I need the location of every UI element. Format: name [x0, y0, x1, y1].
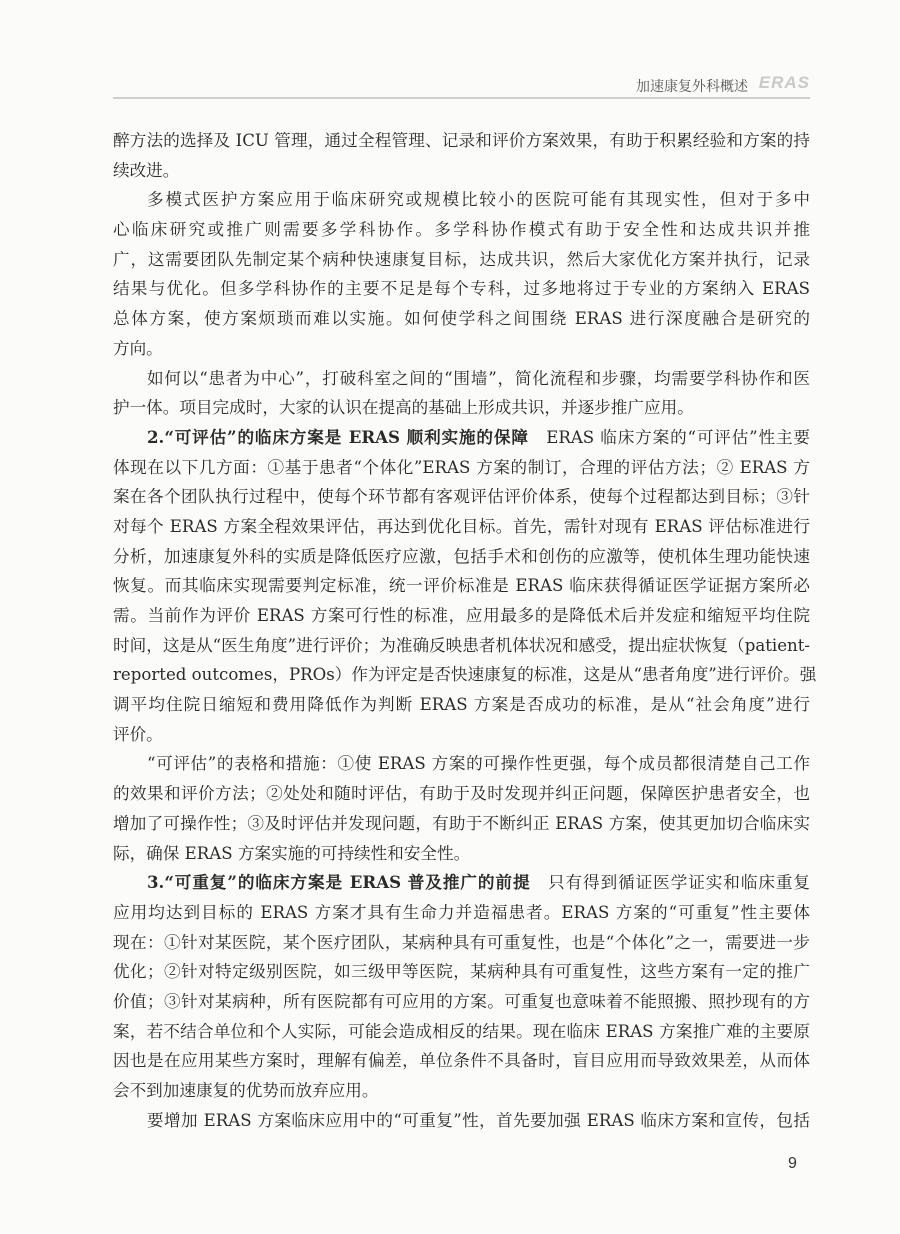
- text-line: [113, 690, 810, 720]
- text-line: [113, 126, 810, 156]
- text-line: [113, 809, 810, 839]
- line-text: 优化；②针对特定级别医院，如三级甲等医院，某病种具有可重复性，这些方案有一定的推广: [113, 962, 810, 982]
- text-line: [113, 898, 810, 928]
- text-line: [113, 957, 810, 987]
- line-text: 只有得到循证医学证实和临床重复: [530, 873, 810, 893]
- line-text: 对每个 ERAS 方案全程效果评估，再达到优化目标。首先，需针对现有 ERAS 评估标准进行: [113, 516, 810, 536]
- text-line: [113, 868, 810, 898]
- text-line: [113, 720, 810, 750]
- text-line: [113, 987, 810, 1017]
- text-line: [113, 660, 817, 690]
- text-line: [113, 304, 810, 334]
- text-line: [113, 364, 810, 394]
- text-line: [113, 1046, 810, 1076]
- line-text: 体现在以下几方面：①基于患者“个体化”ERAS 方案的制订，合理的评估方法；② ERAS 方: [113, 457, 810, 477]
- text-line: [113, 156, 810, 186]
- line-text: 心临床研究或推广则需要多学科协作。多学科协作模式有助于安全性和达成共识并推: [113, 220, 810, 240]
- line-text: 际，确保 ERAS 方案实施的可持续性和安全性。: [113, 843, 471, 863]
- line-text: ERAS 临床方案的“可评估”性主要: [528, 427, 810, 447]
- paragraph: [113, 1106, 810, 1136]
- text-line: [113, 453, 810, 483]
- line-text: 恢复。而其临床实现需要判定标准，统一评价标准是 ERAS 临床获得循证医学证据方案所必: [113, 576, 810, 596]
- paragraph: [113, 423, 817, 750]
- text-line: [113, 928, 810, 958]
- page-number: 9: [788, 1155, 797, 1172]
- line-text: 广，这需要团队先制定某个病种快速康复目标，达成共识，然后大家优化方案并执行，记录: [113, 249, 810, 269]
- text-line: [113, 749, 810, 779]
- text-line: [113, 1076, 810, 1106]
- line-text: 价值；③针对某病种，所有医院都有可应用的方案。可重复也意味着不能照搬、照抄现有的方: [113, 991, 810, 1011]
- text-line: [113, 512, 810, 542]
- line-text: 分析，加速康复外科的实质是降低医疗应激，包括手术和创伤的应激等，使机体生理功能快速: [113, 546, 810, 566]
- text-line: [113, 601, 810, 631]
- text-line: [113, 393, 810, 423]
- eras-logo: ERAS: [758, 73, 810, 92]
- section-heading: 2.“可评估”的临床方案是 ERAS 顺利实施的保障: [147, 426, 529, 447]
- line-text: 会不到加速康复的优势而放弃应用。: [113, 1081, 379, 1100]
- line-text: 应用均达到目标的 ERAS 方案才具有生命力并造福患者。ERAS 方案的“可重复”性主要体: [113, 902, 810, 922]
- paragraph: [113, 126, 810, 185]
- line-text: 醉方法的选择及 ICU 管理，通过全程管理、记录和评价方案效果，有助于积累经验和方案的持: [113, 131, 810, 150]
- text-line: [113, 631, 810, 661]
- line-text: 的效果和评价方法；②处处和随时评估，有助于及时发现并纠正问题，保障医护患者安全，也: [113, 784, 810, 804]
- line-text: 方向。: [113, 338, 163, 358]
- paragraph: [113, 749, 810, 868]
- line-text: 续改进。: [113, 160, 180, 180]
- paragraph: [113, 185, 810, 363]
- line-text: 调平均住院日缩短和费用降低作为判断 ERAS 方案是否成功的标准，是从“社会角度”进行: [113, 695, 810, 715]
- line-text: 多模式医护方案应用于临床研究或规模比较小的医院可能有其现实性，但对于多中: [147, 190, 810, 210]
- text-line: [113, 245, 810, 275]
- text-line: [113, 334, 810, 364]
- text-line: [113, 779, 810, 809]
- text-line: [113, 1106, 810, 1136]
- text-line: [113, 571, 810, 601]
- text-line: [113, 1017, 810, 1047]
- text-line: [113, 215, 810, 245]
- text-line: [113, 423, 810, 453]
- text-line: [113, 274, 810, 304]
- line-text: “可评估”的表格和措施：①使 ERAS 方案的可操作性更强，每个成员都很清楚自己工作: [147, 754, 810, 774]
- line-text: 案，若不结合单位和个人实际，可能会造成相反的结果。现在临床 ERAS 方案推广难的主要原: [113, 1021, 810, 1041]
- line-text: 评价。: [113, 724, 163, 744]
- line-text: 增加了可操作性；③及时评估并发现问题，有助于不断纠正 ERAS 方案，使其更加切合临床实: [113, 813, 810, 833]
- paragraph: [113, 868, 810, 1106]
- text-line: [113, 542, 810, 572]
- running-header: [113, 70, 810, 99]
- line-text: 要增加 ERAS 方案临床应用中的“可重复”性，首先要加强 ERAS 临床方案和宣传，包括: [147, 1110, 810, 1130]
- body-text: [113, 126, 817, 1135]
- line-text: 护一体。项目完成时，大家的认识在提高的基础上形成共识，并逐步推广应用。: [113, 398, 694, 418]
- line-text: 如何以“患者为中心”，打破科室之间的“围墙”，简化流程和步骤，均需要学科协作和医: [147, 368, 810, 388]
- line-text: 现在：①针对某医院，某个医疗团队，某病种具有可重复性，也是“个体化”之一，需要进一步: [113, 932, 810, 952]
- text-line: [113, 839, 810, 869]
- line-text: 总体方案，使方案烦琐而难以实施。如何使学科之间围绕 ERAS 进行深度融合是研究的: [113, 309, 810, 329]
- text-line: [113, 185, 810, 215]
- section-heading: 3.“可重复”的临床方案是 ERAS 普及推广的前提: [147, 872, 531, 893]
- line-text: 需。当前作为评价 ERAS 方案可行性的标准，应用最多的是降低术后并发症和缩短平均住院: [113, 606, 810, 625]
- line-text: 因也是在应用某些方案时，理解有偏差，单位条件不具备时，盲目应用而导致效果差，从而体: [113, 1051, 810, 1071]
- line-text: 时间，这是从“医生角度”进行评价；为准确反映患者机体状况和感受，提出症状恢复（patient-: [113, 635, 810, 655]
- paragraph: [113, 364, 810, 423]
- line-text: reported outcomes，PROs）作为评定是否快速康复的标准，这是从“患者角度”进行评价。强: [113, 665, 817, 685]
- line-text: 结果与优化。但多学科协作的主要不足是每个专科，过多地将过于专业的方案纳入 ERAS: [113, 279, 810, 299]
- text-line: [113, 482, 810, 512]
- chapter-title: 加速康复外科概述: [636, 79, 748, 95]
- line-text: 案在各个团队执行过程中，使每个环节都有客观评估评价体系，使每个过程都达到目标；③针: [113, 487, 810, 507]
